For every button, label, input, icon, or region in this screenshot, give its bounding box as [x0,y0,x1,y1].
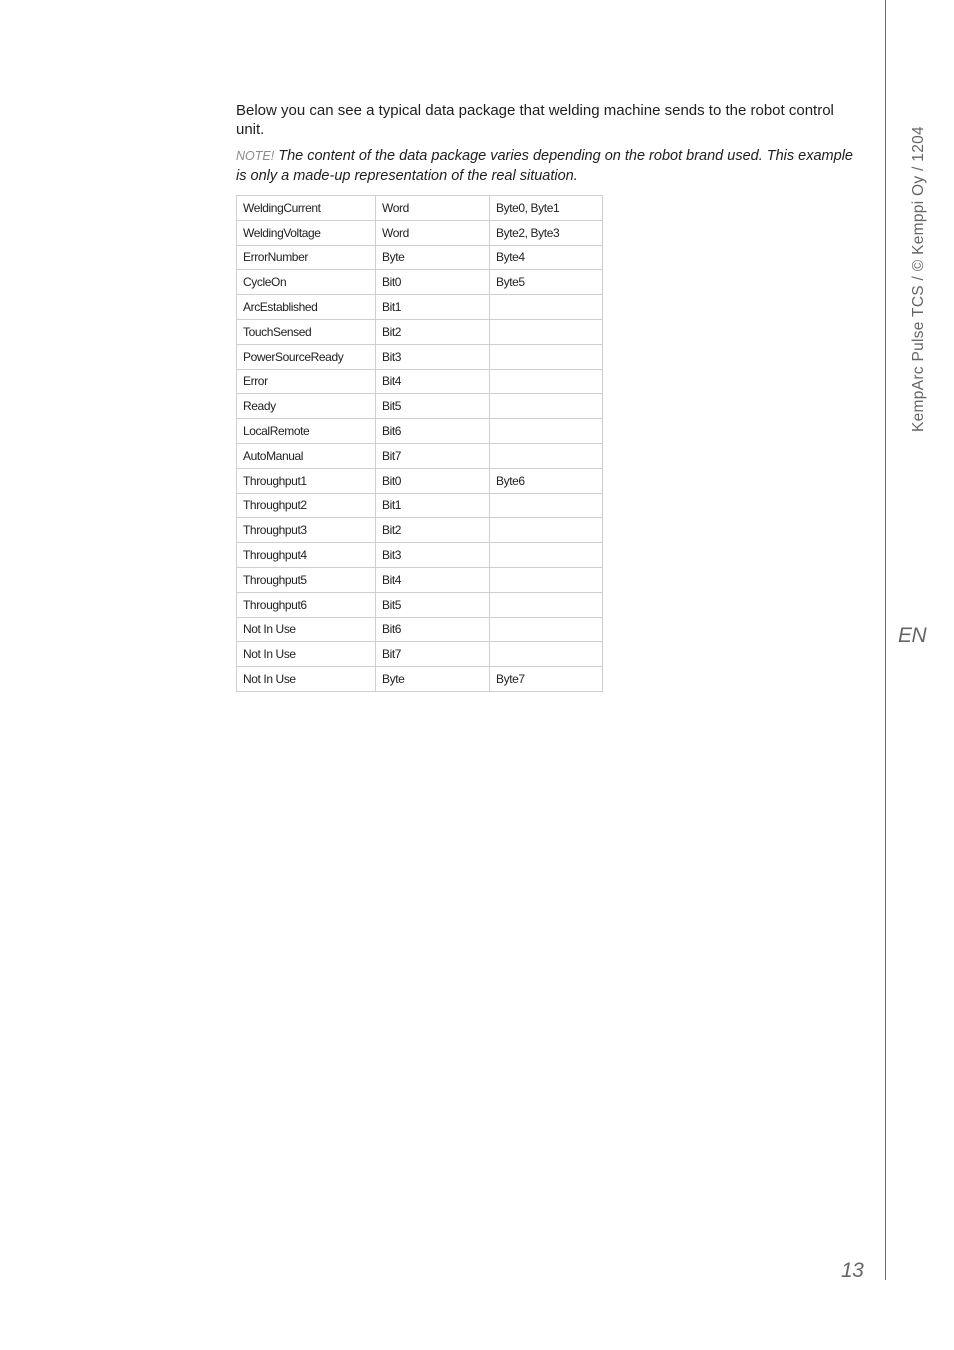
data-type-cell: Bit7 [376,443,490,468]
note-label: NOTE! [236,149,275,163]
byte-position-cell [490,443,603,468]
data-type-cell: Bit4 [376,567,490,592]
data-type-cell: Bit1 [376,493,490,518]
byte-position-cell [490,419,603,444]
byte-position-cell [490,394,603,419]
byte-position-cell [490,295,603,320]
table-row [237,196,603,221]
table-row [237,667,603,692]
data-type-cell: Bit7 [376,642,490,667]
data-type-cell: Word [376,196,490,221]
table-row [237,245,603,270]
signal-name-cell: WeldingVoltage [237,220,376,245]
intro-paragraph: Below you can see a typical data package that welding machine sends to the robot control unit. [236,102,834,138]
table-row [237,592,603,617]
side-rule [885,0,886,1280]
signal-name-cell: Ready [237,394,376,419]
signal-name-cell: ErrorNumber [237,245,376,270]
signal-name-cell: ArcEstablished [237,295,376,320]
byte-position-cell: Byte0, Byte1 [490,196,603,221]
signal-name-cell: Throughput1 [237,468,376,493]
note-paragraph [236,146,861,186]
table-row [237,419,603,444]
table-row [237,468,603,493]
data-type-cell: Bit2 [376,518,490,543]
signal-name-cell: Throughput4 [237,543,376,568]
byte-position-cell [490,344,603,369]
signal-name-cell: Throughput3 [237,518,376,543]
signal-name-cell: Throughput2 [237,493,376,518]
table-row [237,344,603,369]
data-type-cell: Byte [376,245,490,270]
side-document-title: KempArc Pulse TCS / © Kemppi Oy / 1204 [910,126,927,432]
table-row [237,270,603,295]
byte-position-cell [490,518,603,543]
byte-position-cell: Byte6 [490,468,603,493]
table-row [237,369,603,394]
byte-position-cell: Byte2, Byte3 [490,220,603,245]
signal-name-cell: AutoManual [237,443,376,468]
data-type-cell: Word [376,220,490,245]
byte-position-cell [490,319,603,344]
signal-name-cell: Throughput5 [237,567,376,592]
data-type-cell: Bit6 [376,617,490,642]
signal-name-cell: TouchSensed [237,319,376,344]
signal-name-cell: Not In Use [237,642,376,667]
table-row [237,543,603,568]
byte-position-cell [490,592,603,617]
signal-name-cell: Throughput6 [237,592,376,617]
signal-name-cell: Not In Use [237,667,376,692]
data-type-cell: Bit5 [376,592,490,617]
data-type-cell: Bit3 [376,344,490,369]
table-row [237,295,603,320]
data-type-cell: Bit2 [376,319,490,344]
data-type-cell: Bit6 [376,419,490,444]
table-row [237,567,603,592]
data-type-cell: Bit5 [376,394,490,419]
table-row [237,220,603,245]
byte-position-cell: Byte7 [490,667,603,692]
table-row [237,319,603,344]
signal-name-cell: PowerSourceReady [237,344,376,369]
language-marker: EN [898,624,927,647]
data-type-cell: Bit4 [376,369,490,394]
byte-position-cell: Byte4 [490,245,603,270]
table-row [237,518,603,543]
note-text: The content of the data package varies depending on the robot brand used. This example is only a made-up representation of the real situation. [236,148,853,184]
byte-position-cell [490,567,603,592]
signal-name-cell: Error [237,369,376,394]
data-type-cell: Bit0 [376,468,490,493]
table-row [237,617,603,642]
data-type-cell: Bit1 [376,295,490,320]
data-type-cell: Bit3 [376,543,490,568]
byte-position-cell [490,493,603,518]
signal-name-cell: LocalRemote [237,419,376,444]
data-type-cell: Byte [376,667,490,692]
byte-position-cell: Byte5 [490,270,603,295]
data-type-cell: Bit0 [376,270,490,295]
byte-position-cell [490,369,603,394]
byte-position-cell [490,617,603,642]
byte-position-cell [490,543,603,568]
table-row [237,443,603,468]
signal-name-cell: Not In Use [237,617,376,642]
byte-position-cell [490,642,603,667]
table-row [237,493,603,518]
signal-name-cell: WeldingCurrent [237,196,376,221]
signal-name-cell: CycleOn [237,270,376,295]
data-package-table-body [237,196,603,692]
data-package-table [236,195,603,692]
table-row [237,642,603,667]
table-row [237,394,603,419]
page-number: 13 [841,1259,864,1282]
